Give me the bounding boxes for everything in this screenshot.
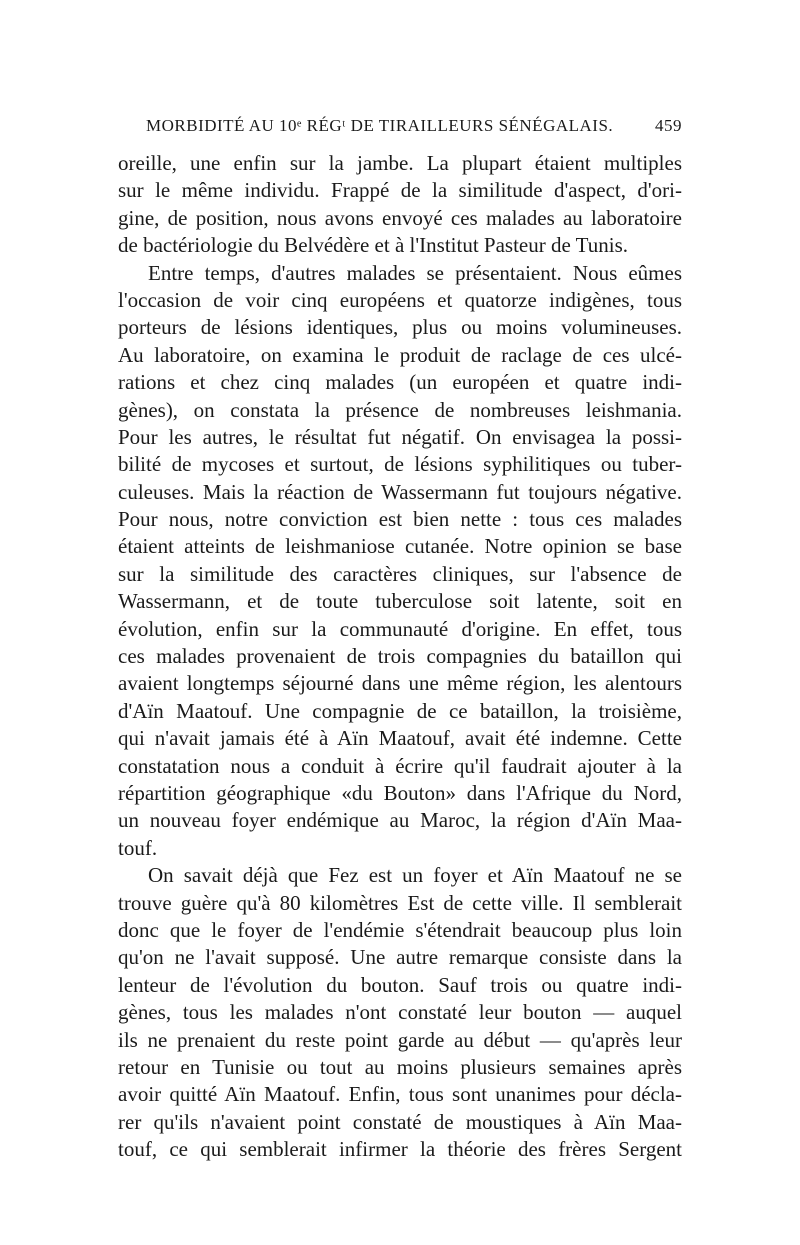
page-number: 459 xyxy=(655,116,682,135)
text-line: qui n'avait jamais été à Aïn Maatouf, avait été indemne. Cette xyxy=(118,726,682,751)
running-title: MORBIDITÉ AU 10ᵉ RÉGᵗ DE TIRAILLEURS SÉNÉGALAIS. xyxy=(146,116,614,135)
text-line: Au laboratoire, on examina le produit de raclage de ces ulcé- xyxy=(118,342,682,367)
text-line: sur le même individu. Frappé de la similitude d'aspect, d'ori- xyxy=(118,178,682,203)
text-line: Pour les autres, le résultat fut négatif. On envisagea la possi- xyxy=(118,424,682,449)
text-line: d'Aïn Maatouf. Une compagnie de ce bataillon, la troisième, xyxy=(118,698,682,723)
text-line: Entre temps, d'autres malades se présentaient. Nous eûmes xyxy=(148,260,682,285)
text-line: rations et chez cinq malades (un européen et quatre indi- xyxy=(118,370,682,395)
text-line: touf, ce qui semblerait infirmer la théorie des frères Sergent xyxy=(118,1137,682,1162)
text-line: ils ne prenaient du reste point garde au début — qu'après leur xyxy=(118,1027,682,1052)
text-line: culeuses. Mais la réaction de Wassermann fut toujours négative. xyxy=(118,479,682,504)
text-line: bilité de mycoses et surtout, de lésions syphilitiques ou tuber- xyxy=(118,452,682,477)
text-line: l'occasion de voir cinq européens et quatorze indigènes, tous xyxy=(118,287,682,312)
text-line: retour en Tunisie ou tout au moins plusieurs semaines après xyxy=(118,1054,682,1079)
text-line: étaient atteints de leishmaniose cutanée. Notre opinion se base xyxy=(118,534,682,559)
text-line: lenteur de l'évolution du bouton. Sauf trois ou quatre indi- xyxy=(118,972,682,997)
text-line: gine, de position, nous avons envoyé ces malades au laboratoire xyxy=(118,205,682,230)
text-line: de bactériologie du Belvédère et à l'Institut Pasteur de Tunis. xyxy=(118,233,629,258)
text-line: touf. xyxy=(118,835,158,860)
text-line: gènes, tous les malades n'ont constaté leur bouton — auquel xyxy=(118,1000,682,1025)
text-line: ces malades provenaient de trois compagnies du bataillon qui xyxy=(118,644,682,669)
text-line: constatation nous a conduit à écrire qu'il faudrait ajouter à la xyxy=(118,753,682,778)
text-line: avoir quitté Aïn Maatouf. Enfin, tous sont unanimes pour décla- xyxy=(118,1082,682,1107)
text-line: Pour nous, notre conviction est bien nette : tous ces malades xyxy=(118,507,682,532)
text-line: oreille, une enfin sur la jambe. La plupart étaient multiples xyxy=(118,151,682,175)
text-line: rer qu'ils n'avaient point constaté de moustiques à Aïn Maa- xyxy=(118,1109,682,1134)
text-line: porteurs de lésions identiques, plus ou moins volumineuses. xyxy=(118,315,682,340)
text-line: un nouveau foyer endémique au Maroc, la région d'Aïn Maa- xyxy=(118,808,682,833)
text-line: gènes), on constata la présence de nombreuses leishmania. xyxy=(118,397,682,422)
text-line: On savait déjà que Fez est un foyer et Aïn Maatouf ne se xyxy=(148,863,682,888)
running-head xyxy=(120,116,682,142)
text-line: trouve guère qu'à 80 kilomètres Est de cette ville. Il semblerait xyxy=(118,890,682,915)
text-line: Wassermann, et de toute tuberculose soit latente, soit en xyxy=(118,589,682,614)
text-line: avaient longtemps séjourné dans une même région, les alentours xyxy=(118,671,682,696)
text-line: donc que le foyer de l'endémie s'étendrait beaucoup plus loin xyxy=(118,917,682,942)
text-line: évolution, enfin sur la communauté d'origine. En effet, tous xyxy=(118,616,682,641)
text-line: qu'on ne l'avait supposé. Une autre remarque consiste dans la xyxy=(118,945,682,970)
text-line: répartition géographique «du Bouton» dans l'Afrique du Nord, xyxy=(118,780,682,805)
body-text xyxy=(118,150,682,1163)
text-line: sur la similitude des caractères cliniques, sur l'absence de xyxy=(118,561,682,586)
